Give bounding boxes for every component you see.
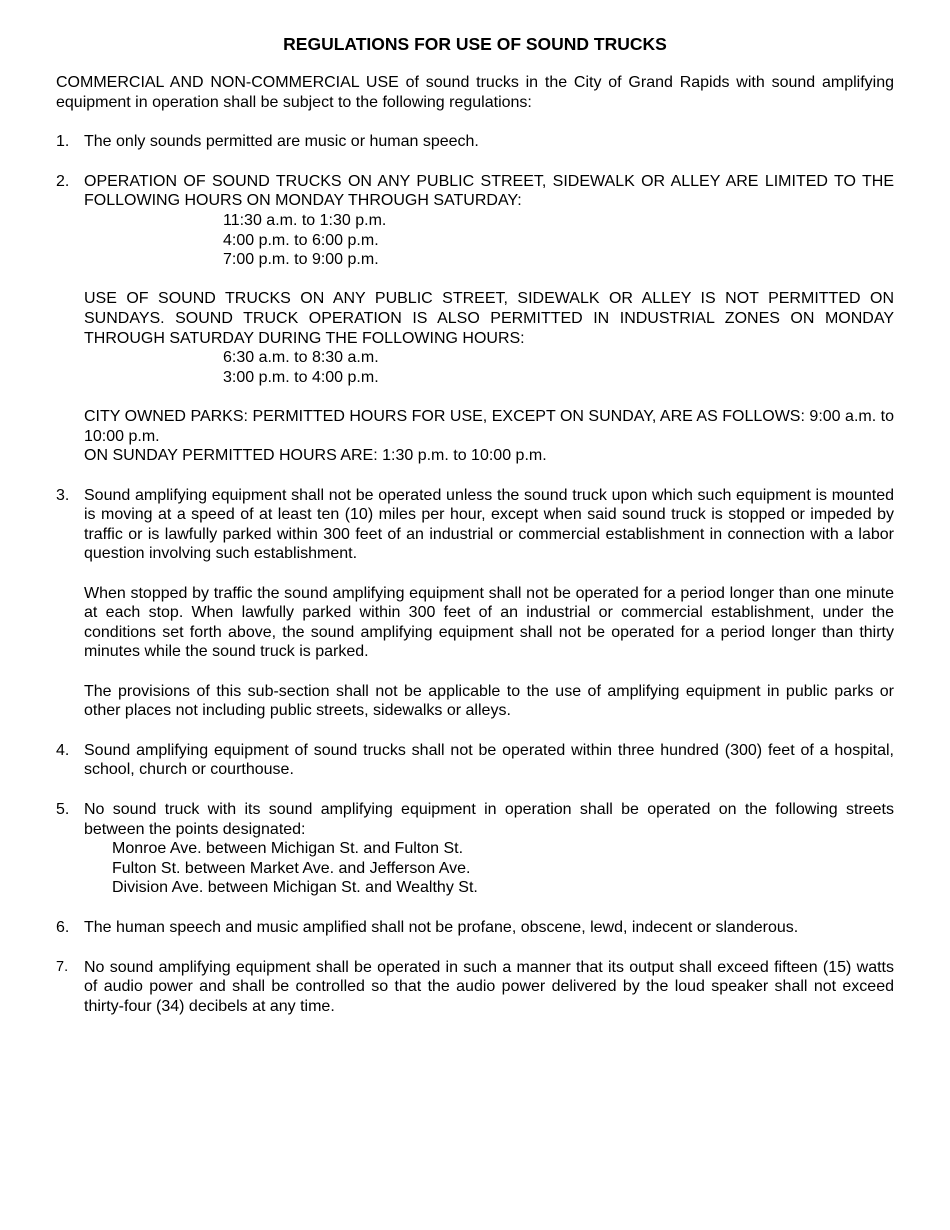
hours-line: 7:00 p.m. to 9:00 p.m. xyxy=(223,251,379,269)
regulation-item-2 xyxy=(56,172,894,466)
item-number: 4. xyxy=(56,741,70,759)
item-number: 1. xyxy=(56,133,70,151)
street-line: Division Ave. between Michigan St. and Wealthy St. xyxy=(112,879,478,897)
item-number: 3. xyxy=(56,486,70,504)
regulation-item-4 xyxy=(56,741,894,780)
item-text: Sound amplifying equipment of sound trucks shall not be operated within three hundred (300) feet of a hospital, school, church or courthouse. xyxy=(84,741,894,779)
sunday-industrial-text: USE OF SOUND TRUCKS ON ANY PUBLIC STREET, SIDEWALK OR ALLEY IS NOT PERMITTED ON SUNDAYS. SOUND TRUCK OPERATION IS ALSO PERMITTED IN INDUSTRIAL ZONES ON MONDAY THROUGH SATURDAY DURING THE FOLLOWING HOURS: xyxy=(84,290,894,347)
item-text: The human speech and music amplified shall not be profane, obscene, lewd, indecent or slanderous. xyxy=(84,918,799,936)
hours-line: 4:00 p.m. to 6:00 p.m. xyxy=(223,231,379,249)
hours-line: 6:30 a.m. to 8:30 a.m. xyxy=(223,349,379,367)
intro-paragraph: COMMERCIAL AND NON-COMMERCIAL USE of sound trucks in the City of Grand Rapids with sound amplifying equipment in operation shall be subject to the following regulations: xyxy=(56,74,894,111)
document-title: REGULATIONS FOR USE OF SOUND TRUCKS xyxy=(283,34,667,54)
street-line: Monroe Ave. between Michigan St. and Fulton St. xyxy=(112,840,464,858)
regulation-item-1 xyxy=(56,132,894,152)
parks-hours-text: CITY OWNED PARKS: PERMITTED HOURS FOR USE, EXCEPT ON SUNDAY, ARE AS FOLLOWS: 9:00 a.m. to 10:00 p.m. xyxy=(84,407,894,445)
item-number: 6. xyxy=(56,918,70,936)
item-text: No sound truck with its sound amplifying equipment in operation shall be operated on the following streets between the points designated: xyxy=(84,801,894,838)
industrial-hours-list xyxy=(223,348,894,387)
item-text-traffic: When stopped by traffic the sound amplifying equipment shall not be operated for a period longer than one minute at each stop. When lawfully parked within 300 feet of an industrial or commercial establishment, under the conditions set forth above, the sound amplifying equipment shall not be operated for a period longer than thirty minutes while the sound truck is parked. xyxy=(84,584,894,661)
item-text: No sound amplifying equipment shall be operated in such a manner that its output shall exceed fifteen (15) watts of audio power and shall be controlled so that the audio power delivered by the loud speaker shall not exceed thirty-four (34) decibels at any time. xyxy=(84,958,894,1015)
regulation-item-3 xyxy=(56,486,894,721)
item-number: 2. xyxy=(56,172,70,190)
hours-line: 11:30 a.m. to 1:30 p.m. xyxy=(223,211,387,229)
weekday-hours-list xyxy=(223,211,894,270)
hours-line: 3:00 p.m. to 4:00 p.m. xyxy=(223,368,379,386)
regulation-item-7 xyxy=(56,958,894,1017)
item-text: Sound amplifying equipment shall not be operated unless the sound truck upon which such equipment is mounted is moving at a speed of at least ten (10) miles per hour, except when said sound truck is stopped or impeded by traffic or is lawfully parked within 300 feet of an industrial or commercial establishment in connection with a labor question involving such establishment. xyxy=(84,486,894,563)
regulation-item-6 xyxy=(56,918,894,938)
parks-sunday-text: ON SUNDAY PERMITTED HOURS ARE: 1:30 p.m. to 10:00 p.m. xyxy=(84,447,547,465)
street-list xyxy=(112,839,894,898)
item-number: 5. xyxy=(56,801,70,818)
weekday-hours-text: OPERATION OF SOUND TRUCKS ON ANY PUBLIC STREET, SIDEWALK OR ALLEY ARE LIMITED TO THE FOLLOWING HOURS ON MONDAY THROUGH SATURDAY: xyxy=(84,172,894,210)
regulation-item-5 xyxy=(56,800,894,898)
street-line: Fulton St. between Market Ave. and Jefferson Ave. xyxy=(112,859,471,877)
item-text-provisions: The provisions of this sub-section shall not be applicable to the use of amplifying equipment in public parks or other places not including public streets, sidewalks or alleys. xyxy=(84,682,894,720)
item-text: The only sounds permitted are music or human speech. xyxy=(84,133,479,151)
item-number: 7. xyxy=(56,958,69,975)
